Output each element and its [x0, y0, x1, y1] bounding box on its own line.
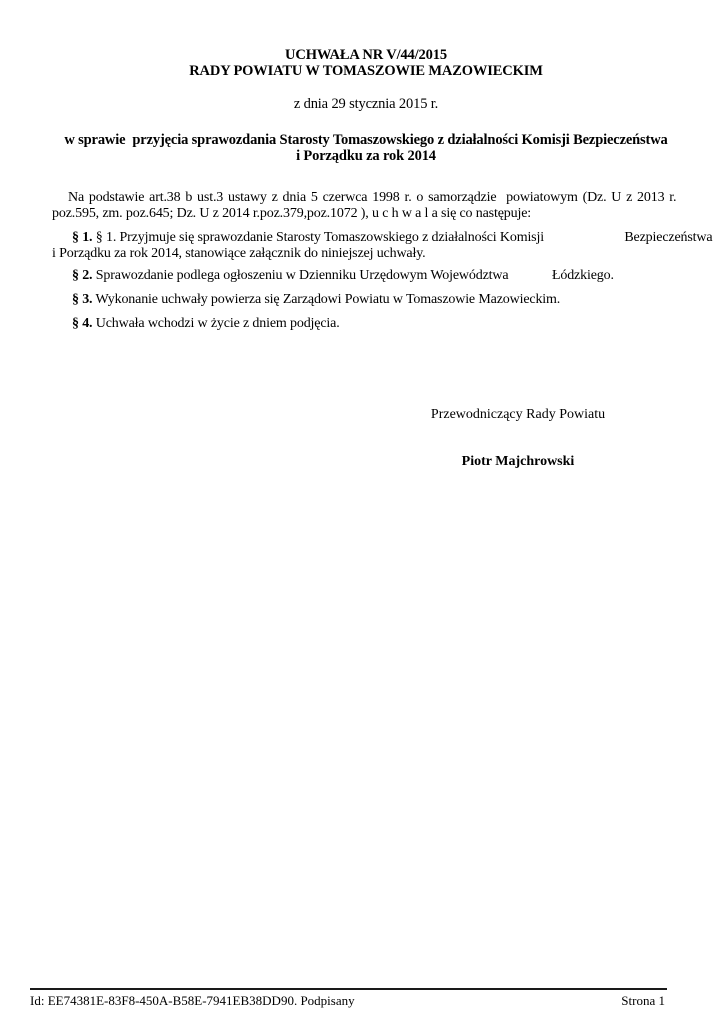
document-content	[52, 0, 713, 1024]
legal-basis-line2: poz.595, zm. poz.645; Dz. U z 2014 r.poz.379,poz.1072 ), u c h w a l a się co następuje:	[52, 206, 532, 221]
signature-block	[388, 407, 648, 470]
signatory-role: Przewodniczący Rady Powiatu	[430, 407, 606, 422]
doc-subject-line2: i Porządku za rok 2014	[296, 148, 436, 164]
section-2-line1	[52, 268, 680, 284]
doc-subject	[52, 132, 680, 164]
section-4-line1	[52, 316, 680, 332]
section-2-text: Sprawozdanie podlega ogłoszeniu w Dzienniku Urzędowym Województwa Łódzkiego.	[95, 268, 614, 283]
doc-title-line2: RADY POWIATU W TOMASZOWIE MAZOWIECKIM	[189, 63, 543, 79]
section-2-marker: § 2.	[72, 268, 93, 283]
section-2-paragraph	[52, 268, 680, 284]
signatory-name: Piotr Majchrowski	[461, 454, 575, 469]
legal-basis-paragraph	[52, 190, 680, 222]
section-3-paragraph	[52, 292, 680, 308]
page-footer	[30, 993, 665, 1009]
section-1-line2: i Porządku za rok 2014, stanowiące załącznik do niniejszej uchwały.	[52, 246, 426, 261]
section-4-paragraph	[52, 316, 680, 332]
section-3-text: Wykonanie uchwały powierza się Zarządowi Powiatu w Tomaszowie Mazowieckim.	[95, 292, 561, 307]
legal-basis-line1: Na podstawie art.38 b ust.3 ustawy z dnia 5 czerwca 1998 r. o samorządzie powiatowym (Dz. U z 2013 r.	[68, 190, 677, 205]
section-3-line1	[52, 292, 680, 308]
doc-title	[52, 47, 680, 79]
document-id: Id: EE74381E-83F8-450A-B58E-7941EB38DD90. Podpisany	[30, 993, 355, 1008]
doc-date-line: z dnia 29 stycznia 2015 r.	[293, 96, 439, 112]
doc-date	[52, 96, 680, 112]
section-1-marker: § 1.	[72, 230, 93, 245]
section-1-line1	[52, 230, 713, 246]
section-1-text: § 1. Przyjmuje się sprawozdanie Starosty Tomaszowskiego z działalności Komisji Bezpieczeństwa	[95, 230, 713, 245]
doc-title-line1: UCHWAŁA NR V/44/2015	[285, 47, 447, 63]
page-number: Strona 1	[621, 993, 665, 1008]
footer-divider	[30, 988, 667, 990]
section-4-text: Uchwała wchodzi w życie z dniem podjęcia.	[95, 316, 340, 331]
section-1-paragraph	[52, 230, 713, 262]
doc-subject-line1: w sprawie przyjęcia sprawozdania Starosty Tomaszowskiego z działalności Komisji Bezpieczeństwa	[64, 132, 668, 148]
section-4-marker: § 4.	[72, 316, 93, 331]
section-3-marker: § 3.	[72, 292, 93, 307]
